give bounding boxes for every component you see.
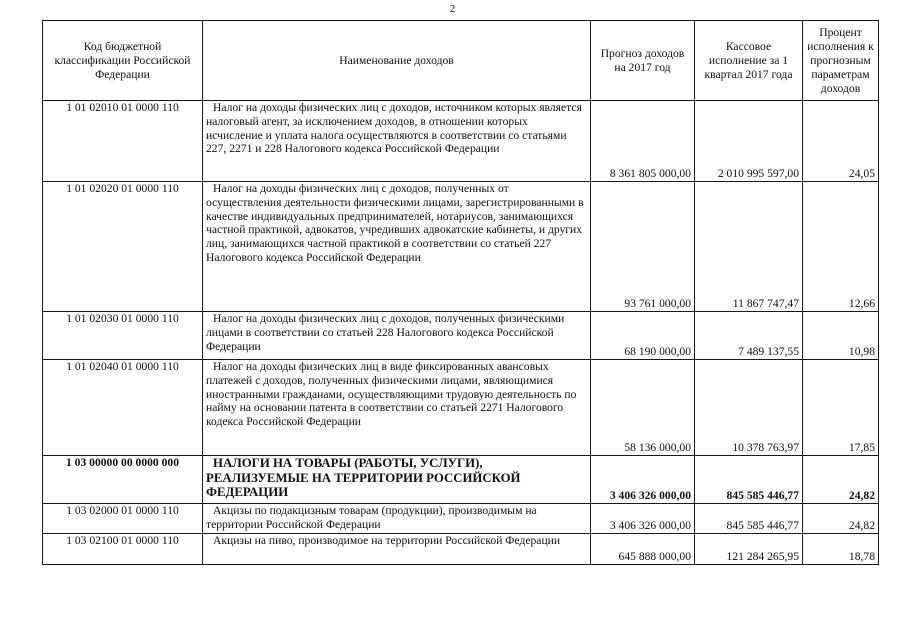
percent-cell: 24,05 [803,101,879,182]
name-cell [203,182,591,312]
name-cell [203,456,591,504]
table-row [43,534,879,565]
execution-cell: 845 585 446,77 [695,504,803,534]
table-row [43,101,879,182]
code-cell: 1 03 02100 01 0000 110 [43,534,203,565]
forecast-cell: 3 406 326 000,00 [591,504,695,534]
code-cell: 1 01 02020 01 0000 110 [43,182,203,312]
execution-cell: 10 378 763,97 [695,360,803,456]
table-row [43,182,879,312]
revenue-name-text: Налог на доходы физических лиц в виде фиксированных авансовых платежей с доходов, полученных физическими лицами, являющимися иностранными гражданами, осуществляющими трудовую деятельность по найму на основании патента в соответствии со статьей 2271 Налогового кодекса Российской Федерации [206,360,577,429]
name-cell [203,360,591,456]
percent-cell: 17,85 [803,360,879,456]
revenue-name-text: Налог на доходы физических лиц с доходов, полученных физическими лицами в соответствии со статьей 228 Налогового кодекса Российской Федерации [206,312,565,353]
revenue-name-text: Акцизы на пиво, производимое на территории Российской Федерации [213,534,561,547]
table-row [43,360,879,456]
revenue-name-text: Налог на доходы физических лиц с доходов, полученных от осуществления деятельности физическими лицами, зарегистрированными в качестве индивидуальных предпринимателей, нотариусов, занимающихся частной практикой, адвокатов, учредивших адвокатские кабинеты, и других лиц, занимающихся частной практикой в соответствии со статьей 227 Налогового кодекса Российской Федерации [206,182,584,264]
table-header-row [43,21,879,101]
percent-cell: 12,66 [803,182,879,312]
revenue-name-text: Налог на доходы физических лиц с доходов, источником которых является налоговый агент, за исключением доходов, в отношении которых исчисление и уплата налога осуществляются в соответствии со статьями 227, 2271 и 228 Налогового кодекса Российской Федерации [206,101,582,156]
code-cell: 1 01 02030 01 0000 110 [43,312,203,360]
percent-cell: 24,82 [803,504,879,534]
revenue-name-text: Акцизы по подакцизным товарам (продукции), производимым на территории Российской Федерации [206,504,537,531]
header-execution: Кассовое исполнение за 1 квартал 2017 года [695,21,803,101]
code-cell: 1 01 02010 01 0000 110 [43,101,203,182]
header-percent: Процент исполнения к прогнозным параметрам доходов [803,21,879,101]
code-cell: 1 03 02000 01 0000 110 [43,504,203,534]
name-cell [203,312,591,360]
execution-cell: 121 284 265,95 [695,534,803,565]
forecast-cell: 3 406 326 000,00 [591,456,695,504]
forecast-cell: 8 361 805 000,00 [591,101,695,182]
execution-cell: 845 585 446,77 [695,456,803,504]
table-row [43,456,879,504]
header-forecast: Прогноз доходов на 2017 год [591,21,695,101]
execution-cell: 11 867 747,47 [695,182,803,312]
table-row [43,312,879,360]
execution-cell: 2 010 995 597,00 [695,101,803,182]
execution-cell: 7 489 137,55 [695,312,803,360]
forecast-cell: 68 190 000,00 [591,312,695,360]
revenue-name-text: НАЛОГИ НА ТОВАРЫ (РАБОТЫ, УСЛУГИ), РЕАЛИЗУЕМЫЕ НА ТЕРРИТОРИИ РОССИЙСКОЙ ФЕДЕРАЦИИ [206,456,521,499]
revenue-table [42,20,879,565]
percent-cell: 24,82 [803,456,879,504]
name-cell [203,101,591,182]
name-cell [203,504,591,534]
header-name: Наименование доходов [203,21,591,101]
table-row [43,504,879,534]
percent-cell: 10,98 [803,312,879,360]
header-code: Код бюджетной классификации Российской Федерации [43,21,203,101]
page-number: 2 [449,3,456,15]
forecast-cell: 645 888 000,00 [591,534,695,565]
forecast-cell: 58 136 000,00 [591,360,695,456]
code-cell: 1 03 00000 00 0000 000 [43,456,203,504]
forecast-cell: 93 761 000,00 [591,182,695,312]
name-cell [203,534,591,565]
code-cell: 1 01 02040 01 0000 110 [43,360,203,456]
percent-cell: 18,78 [803,534,879,565]
